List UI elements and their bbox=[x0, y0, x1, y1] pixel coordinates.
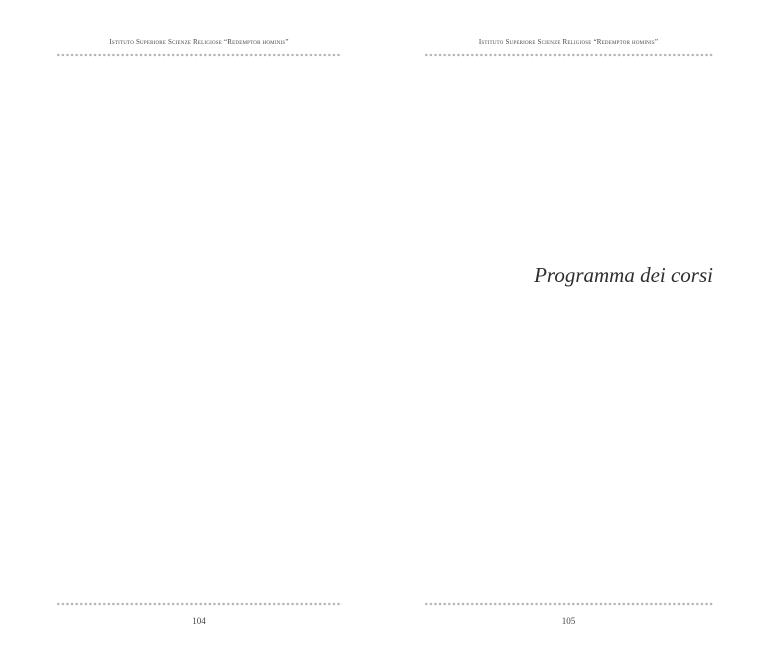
page-number: 105 bbox=[561, 616, 576, 626]
section-title: Programma dei corsi bbox=[534, 263, 713, 287]
running-head: Istituto Superiore Scienze Religiose “Redemptor hominis” bbox=[478, 38, 659, 46]
left-page bbox=[56, 0, 342, 658]
dotted-divider-top bbox=[56, 53, 342, 57]
running-head: Istituto Superiore Scienze Religiose “Redemptor hominis” bbox=[109, 38, 289, 46]
dotted-divider-bottom bbox=[424, 602, 713, 606]
dotted-divider-top bbox=[424, 53, 713, 57]
dotted-divider-bottom bbox=[56, 602, 342, 606]
page-number: 104 bbox=[192, 616, 206, 626]
right-page bbox=[424, 0, 713, 658]
